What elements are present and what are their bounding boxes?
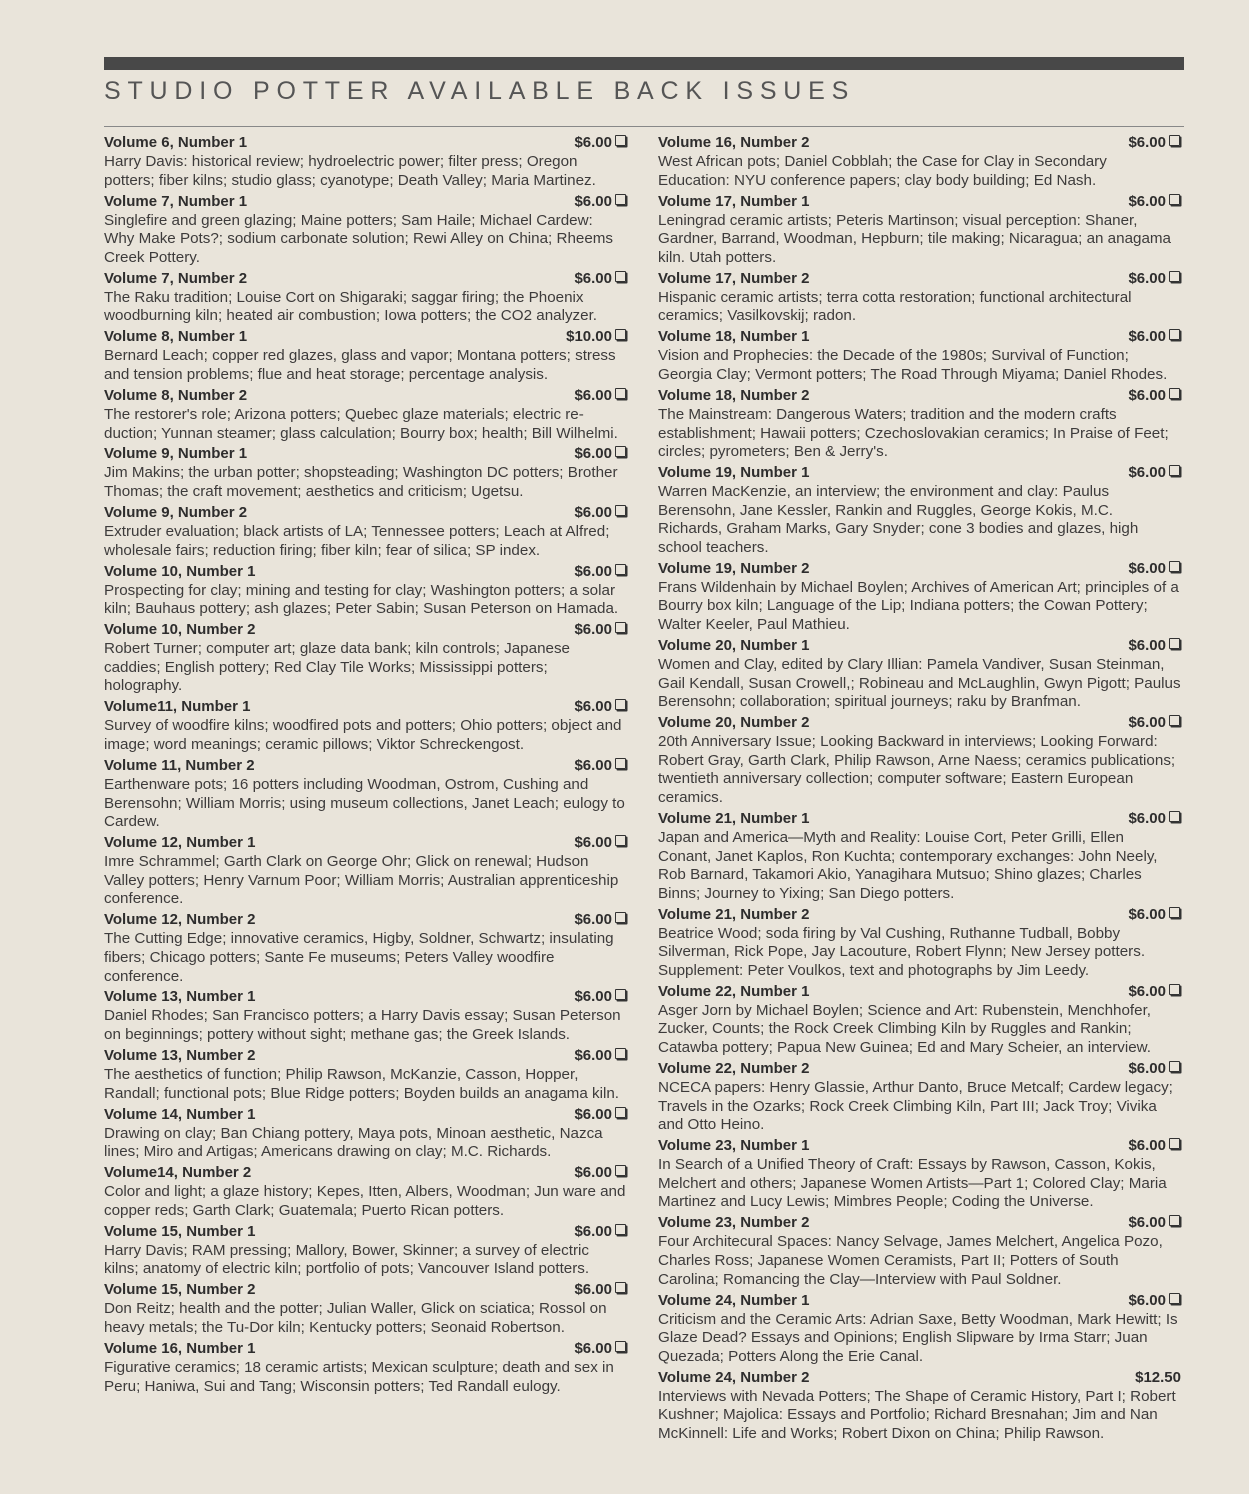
order-checkbox[interactable] xyxy=(615,1165,626,1176)
issue-volume: Volume 19, Number 1 xyxy=(658,464,810,482)
issue-entry xyxy=(658,714,1181,807)
issue-description: Don Reitz; health and the potter; Julian Waller, Glick on sciatica; Rossol on heavy metals; the Tu-Dor kiln; Kentucky potters; Seonaid Robertson. xyxy=(104,1300,607,1336)
issue-description: Frans Wildenhain by Michael Boylen; Archives of American Art; principles of a Bourry box kiln; Language of the Lip; Indiana potters; the Cowan Pottery; Walter Keeler, Paul Mathieu. xyxy=(658,578,1179,634)
issue-description: Hispanic ceramic artists; terra cotta restoration; functional architectural ceramics; Vasilkovskij; radon. xyxy=(658,288,1132,325)
issue-header xyxy=(658,328,1181,347)
order-checkbox[interactable] xyxy=(1169,465,1180,476)
order-checkbox[interactable] xyxy=(615,622,626,633)
order-checkbox[interactable] xyxy=(1169,135,1180,146)
issue-price: $6.00 xyxy=(574,1047,612,1065)
order-checkbox[interactable] xyxy=(1169,1138,1180,1149)
issue-volume: Volume 9, Number 2 xyxy=(104,504,248,522)
issue-volume: Volume 15, Number 2 xyxy=(104,1281,256,1299)
issue-price: $6.00 xyxy=(574,911,612,929)
issue-description: NCECA papers: Henry Glassie, Arthur Danto, Bruce Metcalf; Cardew legacy; Travels in the Ozarks; Rock Creek Climbing Kiln, Part III; Jack Troy; Vivika and Otto Heino. xyxy=(658,1079,1173,1134)
issue-header xyxy=(658,270,1181,289)
issue-header xyxy=(104,1047,627,1066)
issue-price-group xyxy=(574,621,627,640)
order-checkbox[interactable] xyxy=(615,989,626,1000)
issue-volume: Volume 19, Number 2 xyxy=(658,559,810,577)
issue-price-group xyxy=(574,563,627,582)
left-column xyxy=(104,134,627,1399)
issue-entry xyxy=(104,328,627,384)
issue-header xyxy=(104,134,627,153)
issue-price: $6.00 xyxy=(574,1339,612,1357)
issue-description: Harry Davis; RAM pressing; Mallory, Bower, Skinner; a survey of electric kilns; anatomy of electric kiln; portfolio of pots; Vancouver Island potters. xyxy=(104,1241,590,1278)
issue-description: Beatrice Wood; soda firing by Val Cushing, Ruthanne Tudball, Bobby Silverman, Rick Pope, Jay Lacouture, Robert Flynn; New Jersey potters. Supplement: Peter Voulkos, text and photographs by Jim Leedy. xyxy=(658,924,1146,979)
order-checkbox[interactable] xyxy=(1169,811,1180,822)
issue-price: $6.00 xyxy=(1128,1291,1166,1309)
issue-price-group xyxy=(574,445,627,464)
issue-volume: Volume 17, Number 2 xyxy=(658,269,810,287)
issue-entry xyxy=(658,270,1181,326)
order-checkbox[interactable] xyxy=(615,699,626,710)
issue-volume: Volume 8, Number 1 xyxy=(104,328,248,346)
issue-header xyxy=(104,1106,627,1125)
issue-volume: Volume 11, Number 2 xyxy=(104,756,255,774)
issue-header xyxy=(658,637,1181,656)
issue-description: Earthenware pots; 16 potters including Woodman, Ostrom, Cushing and Berensohn; William Morris; using museum collections, Janet Leach; eulogy to Cardew. xyxy=(104,775,625,831)
issue-entry xyxy=(104,1340,627,1396)
issue-price: $6.00 xyxy=(574,1105,612,1123)
issue-entry xyxy=(658,906,1181,981)
issue-header xyxy=(104,1281,627,1300)
issue-price: $6.00 xyxy=(1128,982,1166,1000)
issue-volume: Volume 23, Number 2 xyxy=(658,1214,810,1232)
issue-volume: Volume11, Number 1 xyxy=(104,698,251,716)
issue-entry xyxy=(104,1106,627,1162)
issue-entry xyxy=(104,563,627,619)
issue-entry xyxy=(658,328,1181,384)
issue-price-group xyxy=(1128,464,1181,483)
issue-price: $6.00 xyxy=(1128,559,1166,577)
issue-volume: Volume 21, Number 1 xyxy=(658,809,810,827)
title-divider xyxy=(104,126,1184,127)
issue-volume: Volume 20, Number 2 xyxy=(658,714,810,732)
issue-header xyxy=(658,1214,1181,1233)
issue-description: Asger Jorn by Michael Boylen; Science and Art: Rubenstein, Menchhofer, Zucker, Counts; the Rock Creek Climbing Kiln by Ruggles and Rankin; Catawba pottery; Papua New Guinea; Ed and Mary Scheier, an interview. xyxy=(658,1001,1152,1057)
issue-header xyxy=(104,834,627,853)
issue-header xyxy=(658,560,1181,579)
issue-entry xyxy=(658,1137,1181,1212)
issue-price-group xyxy=(574,757,627,776)
issue-entry xyxy=(104,193,627,268)
issue-header xyxy=(104,1223,627,1242)
issue-description: Robert Turner; computer art; glaze data bank; kiln controls; Japanese caddies; English pottery; Red Clay Tile Works; Mississippi potters; holography. xyxy=(104,640,570,695)
issue-price-group xyxy=(1128,560,1181,579)
issue-price-group xyxy=(574,270,627,289)
issue-price: $6.00 xyxy=(574,621,612,639)
issue-price: $6.00 xyxy=(1128,386,1166,404)
issue-header xyxy=(658,193,1181,212)
issue-price-group xyxy=(574,1164,627,1183)
issue-price-group xyxy=(1128,270,1181,289)
issue-header xyxy=(658,906,1181,925)
issue-price: $6.00 xyxy=(574,834,612,852)
issue-price-group xyxy=(574,834,627,853)
issue-description: Japan and America—Myth and Reality: Louise Cort, Peter Grilli, Ellen Conant, Janet Kaplos, Ron Kuchta; contemporary exchanges: John Neely, Rob Barnard, Takamori Akio, Yanagihara Mutsuo; Shino glazes; Charles Binns; Journey to Yixing; San Diego potters. xyxy=(658,828,1158,902)
order-checkbox[interactable] xyxy=(615,194,626,205)
order-checkbox[interactable] xyxy=(615,446,626,457)
issue-price-group xyxy=(1128,1137,1181,1156)
issue-price: $6.00 xyxy=(574,698,612,716)
issue-description: Vision and Prophecies: the Decade of the 1980s; Survival of Function; Georgia Clay; Vermont potters; The Road Through Miyama; Daniel Rhodes. xyxy=(658,347,1168,383)
issue-price-group xyxy=(574,1223,627,1242)
issue-entry xyxy=(658,1214,1181,1289)
issue-price-group xyxy=(1128,328,1181,347)
issue-entry xyxy=(104,757,627,832)
issue-price: $6.00 xyxy=(1128,1060,1166,1078)
issue-entry xyxy=(658,560,1181,635)
order-checkbox[interactable] xyxy=(1169,271,1180,282)
issue-price-group xyxy=(1128,134,1181,153)
issue-header xyxy=(658,983,1181,1002)
issue-price: $6.00 xyxy=(1128,905,1166,923)
issue-volume: Volume 24, Number 2 xyxy=(658,1368,810,1386)
issue-price-group xyxy=(1128,810,1181,829)
issue-description: Daniel Rhodes; San Francisco potters; a Harry Davis essay; Susan Peterson on beginnings; pottery without sight; methane gas; the Greek Islands. xyxy=(104,1007,621,1044)
issue-volume: Volume 12, Number 1 xyxy=(104,834,256,852)
issue-header xyxy=(658,1137,1181,1156)
issue-price-group xyxy=(574,698,627,717)
issue-entry xyxy=(658,810,1181,903)
issue-header xyxy=(658,810,1181,829)
order-checkbox[interactable] xyxy=(615,758,626,769)
issue-volume: Volume 22, Number 1 xyxy=(658,982,810,1000)
issue-price-group xyxy=(566,328,627,347)
issue-price: $6.00 xyxy=(574,386,612,404)
issue-entry xyxy=(104,698,627,754)
issue-price-group xyxy=(574,387,627,406)
issue-entry xyxy=(104,504,627,560)
order-checkbox[interactable] xyxy=(615,912,626,923)
issue-price: $6.00 xyxy=(1128,714,1166,732)
issue-description: Leningrad ceramic artists; Peteris Martinson; visual perception: Shaner, Gardner, Barrand, Woodman, Hepburn; tile making; Nicaragua; an anagama kiln. Utah potters. xyxy=(658,211,1172,266)
issue-description: Extruder evaluation; black artists of LA; Tennessee potters; Leach at Alfred; wholesale fairs; reduction firing; fiber kiln; fear of silica; SP index. xyxy=(104,523,610,559)
order-checkbox[interactable] xyxy=(615,271,626,282)
page-title: STUDIO POTTER AVAILABLE BACK ISSUES xyxy=(104,77,856,105)
issue-header xyxy=(104,988,627,1007)
issue-entry xyxy=(104,1281,627,1337)
issue-volume: Volume 6, Number 1 xyxy=(104,134,248,151)
issue-price-group xyxy=(1128,983,1181,1002)
issue-price: $6.00 xyxy=(1128,328,1166,346)
issue-header xyxy=(104,1340,627,1359)
issue-price-group xyxy=(1128,1214,1181,1233)
issue-volume: Volume 16, Number 1 xyxy=(104,1339,256,1357)
order-checkbox[interactable] xyxy=(615,1048,626,1059)
order-checkbox[interactable] xyxy=(1169,194,1180,205)
issue-header xyxy=(104,270,627,289)
issue-price-group xyxy=(1135,1369,1181,1388)
issue-header xyxy=(104,563,627,582)
issue-header xyxy=(104,621,627,640)
issue-description: The Cutting Edge; innovative ceramics, Higby, Soldner, Schwartz; insulating fibers; Chicago potters; Sante Fe museums; Peters Valley woodfire conference. xyxy=(104,930,614,985)
order-checkbox[interactable] xyxy=(615,835,626,846)
issue-header xyxy=(104,328,627,347)
order-checkbox[interactable] xyxy=(615,388,626,399)
issue-price-group xyxy=(574,1047,627,1066)
issue-price: $6.00 xyxy=(1128,134,1166,151)
issue-entry xyxy=(658,1292,1181,1367)
issue-description: Warren MacKenzie, an interview; the environment and clay: Paulus Berensohn, Jane Kessler, Rankin and Ruggles, George Kokis, M.C. Richards, Graham Marks, Gary Snyder; cone 3 bodies and glazes, high school teachers. xyxy=(658,483,1139,556)
issue-entry xyxy=(658,1369,1181,1444)
issue-description: Imre Schrammel; Garth Clark on George Ohr; Glick on renewal; Hudson Valley potters; Henry Varnum Poor; William Morris; Australian apprenticeship conference. xyxy=(104,853,619,908)
issue-header xyxy=(104,504,627,523)
issue-header xyxy=(658,1060,1181,1079)
issue-price: $6.00 xyxy=(574,1164,612,1182)
issue-price-group xyxy=(1128,193,1181,212)
issue-volume: Volume 7, Number 2 xyxy=(104,269,248,287)
issue-description: The restorer's role; Arizona potters; Quebec glaze materials; electric re-duction; Yunnan steamer; glass calculation; Bourry box; health; Bill Wilhelmi. xyxy=(104,405,618,442)
header-bar xyxy=(104,57,1184,70)
issue-header xyxy=(658,134,1181,153)
issue-volume: Volume 24, Number 1 xyxy=(658,1291,810,1309)
issue-volume: Volume 8, Number 2 xyxy=(104,386,248,404)
issue-description: Survey of woodfire kilns; woodfired pots and potters; Ohio potters; object and image; word meanings; ceramic pillows; Viktor Schreckengost. xyxy=(104,717,622,753)
issue-price: $6.00 xyxy=(574,269,612,287)
issue-entry xyxy=(104,387,627,443)
issue-header xyxy=(104,698,627,717)
issue-entry xyxy=(658,983,1181,1058)
issue-volume: Volume 13, Number 1 xyxy=(104,988,256,1006)
issue-volume: Volume 16, Number 2 xyxy=(658,134,810,151)
issue-header xyxy=(104,757,627,776)
issue-entry xyxy=(658,1060,1181,1135)
order-checkbox[interactable] xyxy=(1169,907,1180,918)
order-checkbox[interactable] xyxy=(615,564,626,575)
issue-price-group xyxy=(1128,906,1181,925)
issue-description: Prospecting for clay; mining and testing for clay; Washington potters; a solar kiln; Bauhaus pottery; ash glazes; Peter Sabin; Susan Peterson on Hamada. xyxy=(104,581,619,618)
issue-price: $6.00 xyxy=(1128,637,1166,655)
issue-header xyxy=(658,714,1181,733)
issue-description: Criticism and the Ceramic Arts: Adrian Saxe, Betty Woodman, Mark Hewitt; Is Glaze Dead? Essays and Opinions; English Slipware by Irma Starr; Juan Quezada; Potters Along the Erie Canal. xyxy=(658,1310,1178,1365)
issue-price-group xyxy=(1128,714,1181,733)
issue-entry xyxy=(658,637,1181,712)
issue-volume: Volume 13, Number 2 xyxy=(104,1047,256,1065)
issue-description: The aesthetics of function; Philip Rawson, McKanzie, Casson, Hopper, Randall; functional pots; Blue Ridge potters; Boyden builds an anagama kiln. xyxy=(104,1066,620,1102)
issue-volume: Volume 21, Number 2 xyxy=(658,905,810,923)
issue-price: $6.00 xyxy=(1128,809,1166,827)
issue-entry xyxy=(658,193,1181,268)
issue-price-group xyxy=(1128,1060,1181,1079)
issue-price: $6.00 xyxy=(574,562,612,580)
issue-header xyxy=(104,1164,627,1183)
issue-price: $6.00 xyxy=(574,504,612,522)
issue-entry xyxy=(104,270,627,326)
issue-header xyxy=(104,387,627,406)
issue-description: Harry Davis: historical review; hydroelectric power; filter press; Oregon potters; fiber kilns; studio glass; cyanotype; Death Valley; Maria Martinez. xyxy=(104,153,596,189)
issue-description: The Mainstream: Dangerous Waters; tradition and the modern crafts establishment; Hawaii potters; Czechoslovakian ceramics; In Praise of Feet; circles; pyrometers; Ben & Jerry's. xyxy=(658,405,1169,461)
issue-volume: Volume 7, Number 1 xyxy=(104,192,248,210)
issue-entry xyxy=(104,134,627,190)
issue-price-group xyxy=(574,504,627,523)
issue-price: $6.00 xyxy=(1128,1214,1166,1232)
issue-price-group xyxy=(1128,387,1181,406)
issue-volume: Volume14, Number 2 xyxy=(104,1164,252,1182)
issue-volume: Volume 17, Number 1 xyxy=(658,192,810,210)
issue-price: $12.50 xyxy=(1135,1368,1181,1386)
issue-entry xyxy=(104,988,627,1044)
issue-header xyxy=(104,193,627,212)
issue-price: $6.00 xyxy=(1128,1137,1166,1155)
issue-entry xyxy=(658,134,1181,190)
issue-description: West African pots; Daniel Cobblah; the Case for Clay in Secondary Education: NYU conference papers; clay body building; Ed Nash. xyxy=(658,153,1107,189)
issue-header xyxy=(658,1369,1181,1388)
order-checkbox[interactable] xyxy=(1169,1061,1180,1072)
issue-description: Color and light; a glaze history; Kepes, Itten, Albers, Woodman; Jun ware and copper reds; Garth Clark; Guatemala; Puerto Rican potters. xyxy=(104,1183,626,1219)
issue-price: $6.00 xyxy=(1128,192,1166,210)
issue-price-group xyxy=(574,988,627,1007)
order-checkbox[interactable] xyxy=(1169,984,1180,995)
order-checkbox[interactable] xyxy=(1169,715,1180,726)
issue-volume: Volume 10, Number 2 xyxy=(104,621,256,639)
issue-description: Bernard Leach; copper red glazes, glass and vapor; Montana potters; stress and tension problems; flue and heat storage; percentage analysis. xyxy=(104,347,616,383)
issue-price-group xyxy=(574,134,627,153)
issue-entry xyxy=(658,387,1181,462)
issue-header xyxy=(658,1292,1181,1311)
issue-description: Women and Clay, edited by Clary Illian: Pamela Vandiver, Susan Steinman, Gail Kendall, Susan Crowell,; Robineau and McLaughlin, Gwyn Pigott; Paulus Berensohn; collaboration; spiritual journeys; raku by Branfman. xyxy=(658,656,1181,711)
issue-description: The Raku tradition; Louise Cort on Shigaraki; saggar firing; the Phoenix woodburning kiln; heated air combustion; Iowa potters; the CO2 analyzer. xyxy=(104,288,598,325)
order-checkbox[interactable] xyxy=(1169,1293,1180,1304)
order-checkbox[interactable] xyxy=(615,1107,626,1118)
issue-price: $6.00 xyxy=(574,1281,612,1299)
issue-price-group xyxy=(574,1281,627,1300)
issue-volume: Volume 18, Number 1 xyxy=(658,328,810,346)
issue-price: $6.00 xyxy=(574,192,612,210)
issue-entry xyxy=(104,911,627,986)
issue-price: $6.00 xyxy=(574,445,612,463)
issue-price-group xyxy=(574,193,627,212)
order-checkbox[interactable] xyxy=(1169,561,1180,572)
issue-price: $6.00 xyxy=(574,1222,612,1240)
issue-entry xyxy=(658,464,1181,557)
issue-volume: Volume 9, Number 1 xyxy=(104,445,248,463)
order-checkbox[interactable] xyxy=(1169,388,1180,399)
issue-entry xyxy=(104,621,627,696)
issue-price-group xyxy=(1128,637,1181,656)
issue-volume: Volume 22, Number 2 xyxy=(658,1060,810,1078)
issue-price: $6.00 xyxy=(574,756,612,774)
issue-price: $6.00 xyxy=(574,134,612,151)
issue-price: $6.00 xyxy=(574,988,612,1006)
order-checkbox[interactable] xyxy=(615,329,626,340)
order-checkbox[interactable] xyxy=(615,505,626,516)
issue-description: 20th Anniversary Issue; Looking Backward in interviews; Looking Forward: Robert Gray, Garth Clark, Philip Rawson, Arne Naess; ceramics publications; twentieth anniversary collection; computer software; Eastern European ceramics. xyxy=(658,733,1176,806)
order-checkbox[interactable] xyxy=(615,1341,626,1352)
issue-entry xyxy=(104,1223,627,1279)
order-checkbox[interactable] xyxy=(615,1224,626,1235)
order-checkbox[interactable] xyxy=(1169,638,1180,649)
issue-price-group xyxy=(574,1106,627,1125)
issue-description: Drawing on clay; Ban Chiang pottery, Maya pots, Minoan aesthetic, Nazca lines; Miro and Artigas; Americans drawing on clay; M.C. Richards. xyxy=(104,1124,603,1161)
issue-entry xyxy=(104,1047,627,1103)
issue-description: Jim Makins; the urban potter; shopsteading; Washington DC potters; Brother Thomas; the craft movement; aesthetics and criticism; Ugetsu. xyxy=(104,464,618,501)
issue-volume: Volume 10, Number 1 xyxy=(104,562,256,580)
issue-price-group xyxy=(1128,1292,1181,1311)
issue-volume: Volume 14, Number 1 xyxy=(104,1105,256,1123)
order-checkbox[interactable] xyxy=(615,1282,626,1293)
issue-volume: Volume 23, Number 1 xyxy=(658,1137,810,1155)
issue-volume: Volume 18, Number 2 xyxy=(658,386,810,404)
issue-description: Figurative ceramics; 18 ceramic artists; Mexican sculpture; death and sex in Peru; Haniwa, Sui and Tang; Wisconsin potters; Ted Randall eulogy. xyxy=(104,1358,614,1395)
issue-price: $6.00 xyxy=(1128,269,1166,287)
issue-header xyxy=(104,911,627,930)
issue-header xyxy=(104,445,627,464)
right-column xyxy=(658,134,1181,1446)
issue-description: Interviews with Nevada Potters; The Shape of Ceramic History, Part I; Robert Kushner; Majolica: Essays and Portfolio; Richard Bresnahan; Jim and Nan McKinnell: Life and Works; Robert Dixon on China; Philip Rawson. xyxy=(658,1387,1176,1442)
order-checkbox[interactable] xyxy=(1169,329,1180,340)
issue-price-group xyxy=(574,1340,627,1359)
issue-header xyxy=(658,464,1181,483)
issue-entry xyxy=(104,834,627,909)
issue-description: In Search of a Unified Theory of Craft: Essays by Rawson, Casson, Kokis, Melchert and others; Japanese Women Artists—Part 1; Colored Clay; Maria Martinez and Lucy Lewis; Mimbres People; Coding the Universe. xyxy=(658,1156,1167,1211)
issue-volume: Volume 20, Number 1 xyxy=(658,637,810,655)
order-checkbox[interactable] xyxy=(1169,1215,1180,1226)
issue-price-group xyxy=(574,911,627,930)
issue-entry xyxy=(104,445,627,501)
issue-entry xyxy=(104,1164,627,1220)
issue-price: $10.00 xyxy=(566,328,612,346)
issue-description: Singlefire and green glazing; Maine potters; Sam Haile; Michael Cardew: Why Make Pots?; sodium carbonate solution; Rewi Alley on China; Rheems Creek Pottery. xyxy=(104,211,614,266)
issue-price: $6.00 xyxy=(1128,464,1166,482)
order-checkbox[interactable] xyxy=(615,135,626,146)
issue-volume: Volume 15, Number 1 xyxy=(104,1222,256,1240)
issue-volume: Volume 12, Number 2 xyxy=(104,911,256,929)
issue-description: Four Architecural Spaces: Nancy Selvage, James Melchert, Angelica Pozo, Charles Ross; Japanese Women Ceramists, Part II; Potters of South Carolina; Romancing the Clay—Interview with Paul Soldner. xyxy=(658,1233,1163,1288)
issue-header xyxy=(658,387,1181,406)
